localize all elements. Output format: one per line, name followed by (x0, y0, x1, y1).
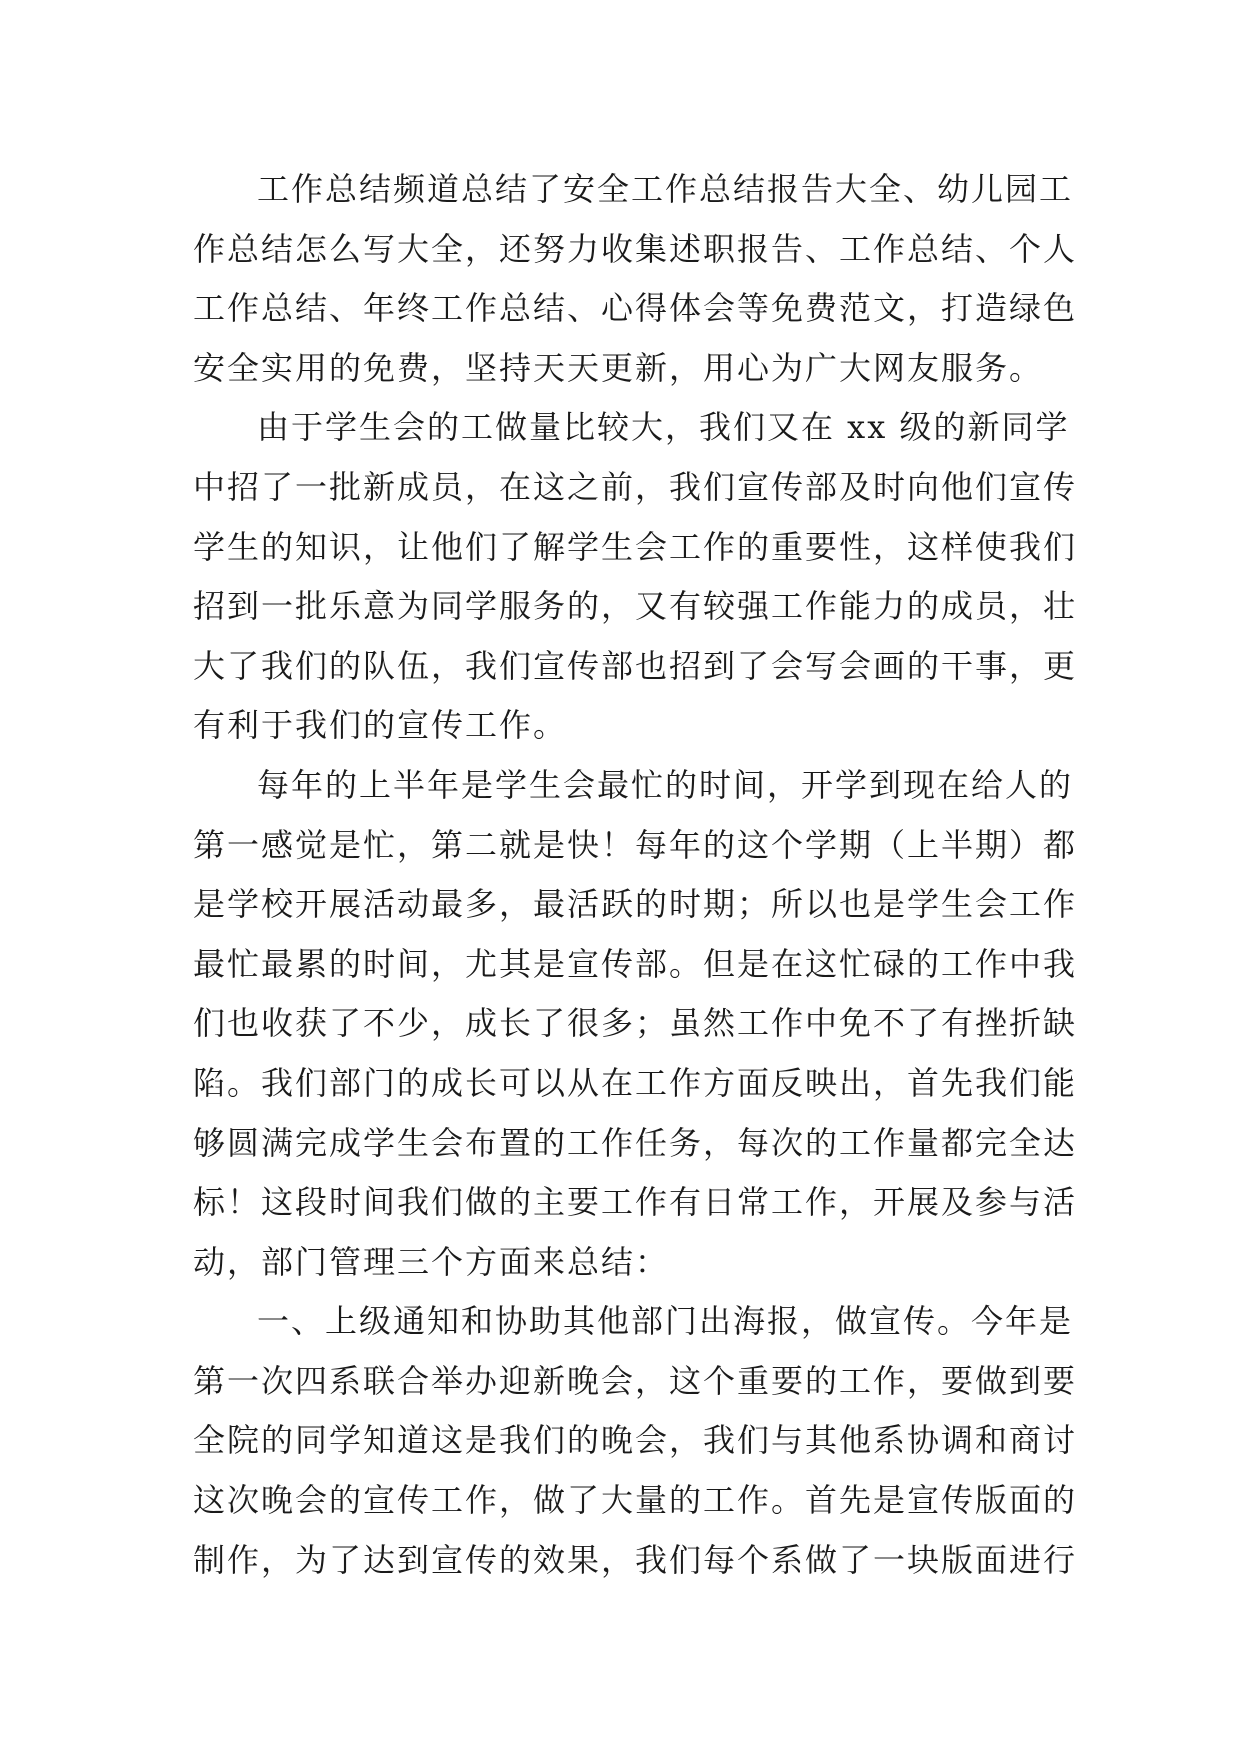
text-line: 是学校开展活动最多，最活跃的时期；所以也是学生会工作 (193, 885, 1078, 924)
paragraph-4 (193, 1292, 1078, 1590)
text-line: 作总结怎么写大全，还努力收集述职报告、工作总结、个人 (193, 229, 1078, 268)
text-line: 有利于我们的宣传工作。 (193, 706, 568, 745)
text-line: 全院的同学知道这是我们的晚会，我们与其他系协调和商讨 (193, 1421, 1078, 1460)
text-line: 第一感觉是忙，第二就是快！每年的这个学期（上半期）都 (193, 825, 1078, 864)
text-line: 制作，为了达到宣传的效果，我们每个系做了一块版面进行 (193, 1540, 1078, 1579)
text-line: 招到一批乐意为同学服务的，又有较强工作能力的成员，壮 (193, 587, 1078, 626)
paragraph-3 (193, 756, 1078, 1292)
text-line: 标！这段时间我们做的主要工作有日常工作，开展及参与活 (193, 1183, 1078, 1222)
text-line: 学生的知识，让他们了解学生会工作的重要性，这样使我们 (193, 527, 1078, 566)
text-line: 第一次四系联合举办迎新晚会，这个重要的工作，要做到要 (193, 1361, 1078, 1400)
text-line: 工作总结、年终工作总结、心得体会等免费范文，打造绿色 (193, 289, 1078, 328)
text-line: 这次晚会的宣传工作，做了大量的工作。首先是宣传版面的 (193, 1481, 1078, 1520)
text-line: 安全实用的免费，坚持天天更新，用心为广大网友服务。 (193, 348, 1044, 387)
text-line: 大了我们的队伍，我们宣传部也招到了会写会画的干事，更 (193, 646, 1078, 685)
text-line: 由于学生会的工做量比较大，我们又在 xx 级的新同学 (257, 408, 1070, 447)
text-line: 一、上级通知和协助其他部门出海报，做宣传。今年是 (257, 1302, 1074, 1341)
text-line: 中招了一批新成员，在这之前，我们宣传部及时向他们宣传 (193, 467, 1078, 506)
text-line: 最忙最累的时间，尤其是宣传部。但是在这忙碌的工作中我 (193, 944, 1078, 983)
text-line: 每年的上半年是学生会最忙的时间，开学到现在给人的 (257, 765, 1074, 804)
text-line: 陷。我们部门的成长可以从在工作方面反映出，首先我们能 (193, 1063, 1078, 1102)
paragraph-1 (193, 160, 1078, 398)
paragraph-2 (193, 398, 1078, 756)
text-line: 够圆满完成学生会布置的工作任务，每次的工作量都完全达 (193, 1123, 1078, 1162)
text-line: 动，部门管理三个方面来总结： (193, 1242, 670, 1281)
document-body (193, 160, 1078, 1590)
text-line: 工作总结频道总结了安全工作总结报告大全、幼儿园工 (257, 170, 1074, 208)
text-line: 们也收获了不少，成长了很多；虽然工作中免不了有挫折缺 (193, 1004, 1078, 1043)
